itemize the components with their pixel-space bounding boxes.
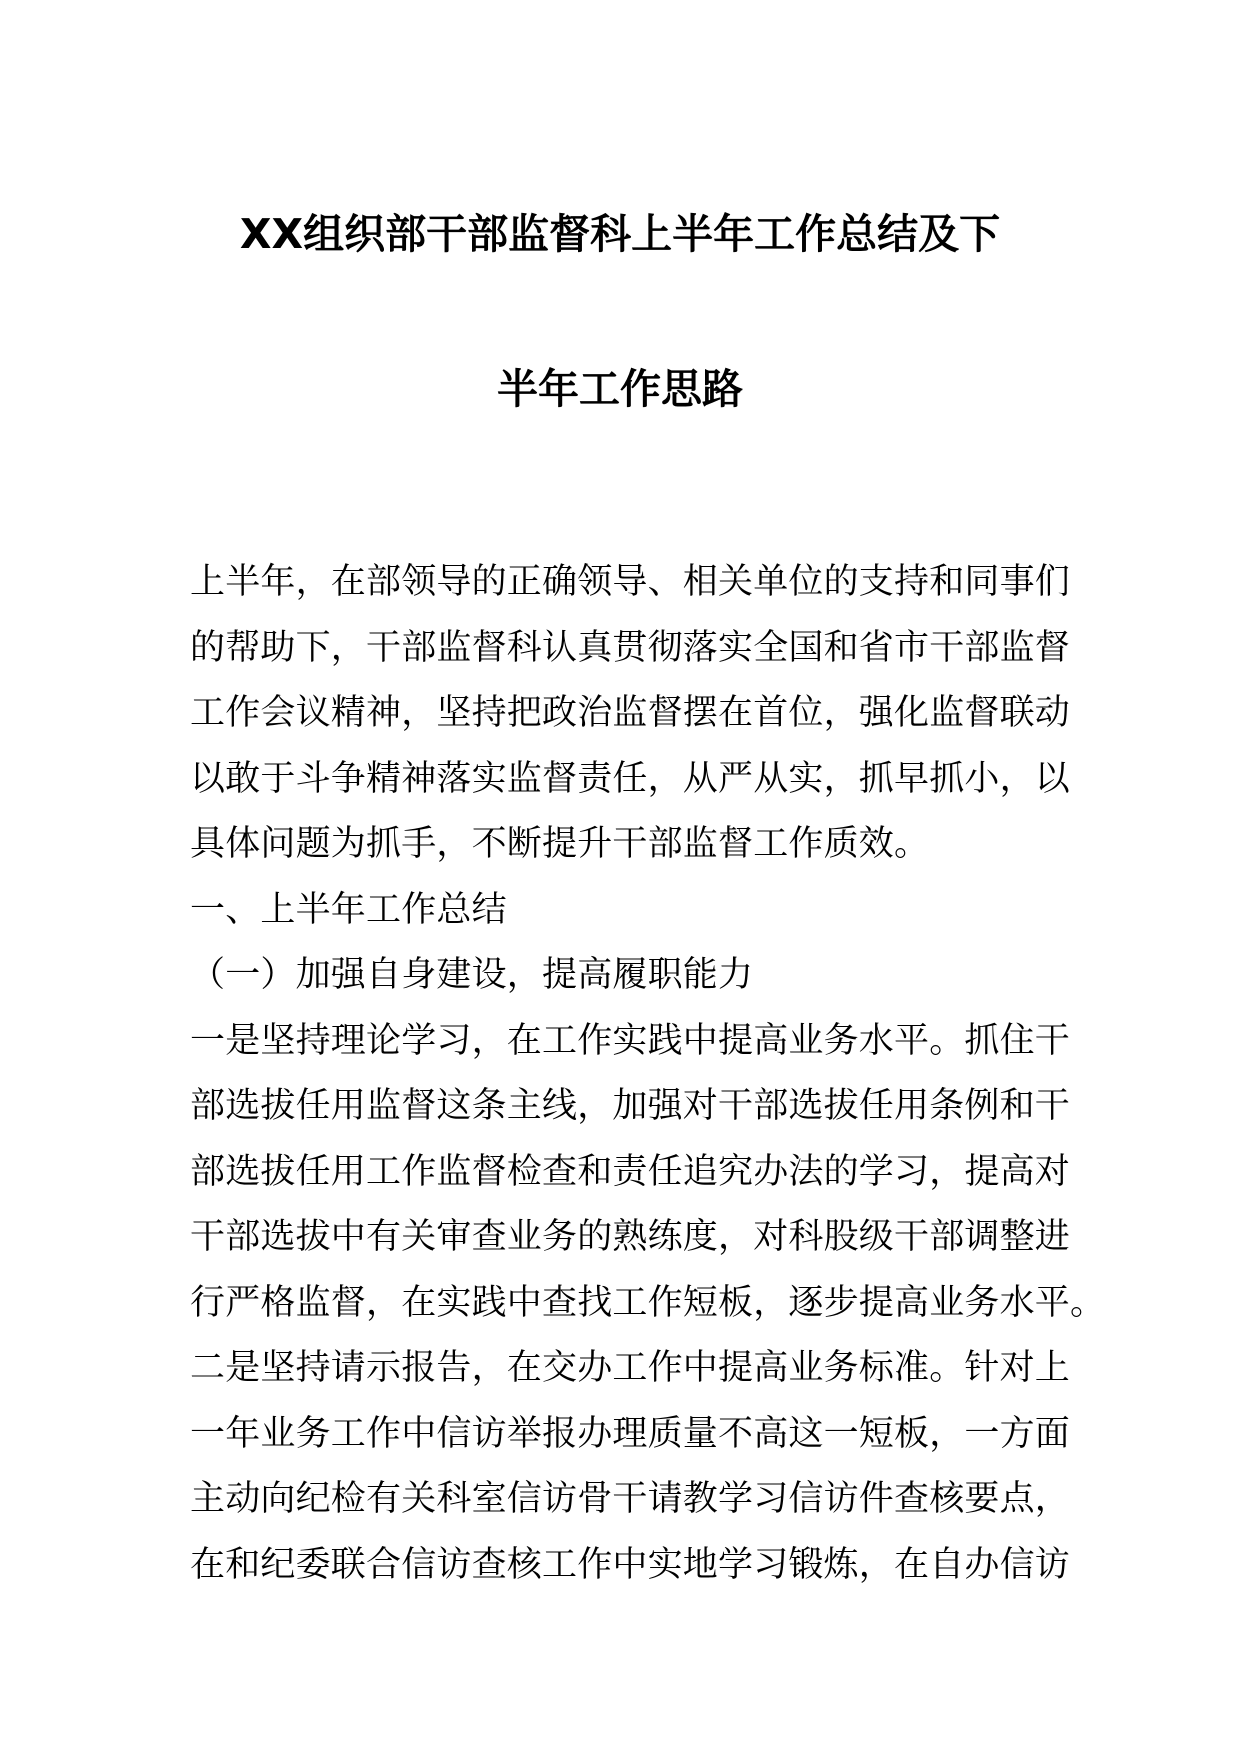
body-line: 二是坚持请示报告，在交办工作中提高业务标准。针对上 (190, 1348, 1071, 1388)
body-line: 一是坚持理论学习，在工作实践中提高业务水平。抓住干 (190, 1020, 1071, 1061)
body-line: 具体问题为抓手，不断提升干部监督工作质效。 (190, 824, 930, 864)
body-line: 的帮助下，干部监督科认真贯彻落实全国和省市干部监督 (190, 627, 1071, 668)
body-line: 部选拔任用监督这条主线，加强对干部选拔任用条例和干 (190, 1086, 1071, 1126)
body-line: 工作会议精神，坚持把政治监督摆在首位，强化监督联动 (190, 693, 1071, 733)
body-line: 干部选拔中有关审查业务的熟练度，对科股级干部调整进 (190, 1217, 1071, 1257)
body-line: 在和纪委联合信访查核工作中实地学习锻炼，在自办信访 (190, 1544, 1071, 1585)
document-title-line-2: 半年工作思路 (497, 365, 743, 413)
section-heading: 一、上半年工作总结 (190, 889, 507, 930)
body-line: 行严格监督，在实践中查找工作短板，逐步提高业务水平。 (190, 1282, 1106, 1323)
body-line: 主动向纪检有关科室信访骨干请教学习信访件查核要点， (190, 1479, 1071, 1519)
document-title-line-1: XX组织部干部监督科上半年工作总结及下 (239, 210, 1001, 258)
body-line: 一年业务工作中信访举报办理质量不高这一短板，一方面 (190, 1413, 1071, 1454)
body-line: 以敢于斗争精神落实监督责任，从严从实，抓早抓小，以 (190, 758, 1071, 799)
body-line: 上半年，在部领导的正确领导、相关单位的支持和同事们 (190, 562, 1071, 602)
body-line: 部选拔任用工作监督检查和责任追究办法的学习，提高对 (190, 1151, 1071, 1192)
subsection-heading: （一）加强自身建设，提高履职能力 (190, 955, 754, 995)
document-body (190, 550, 1106, 1598)
